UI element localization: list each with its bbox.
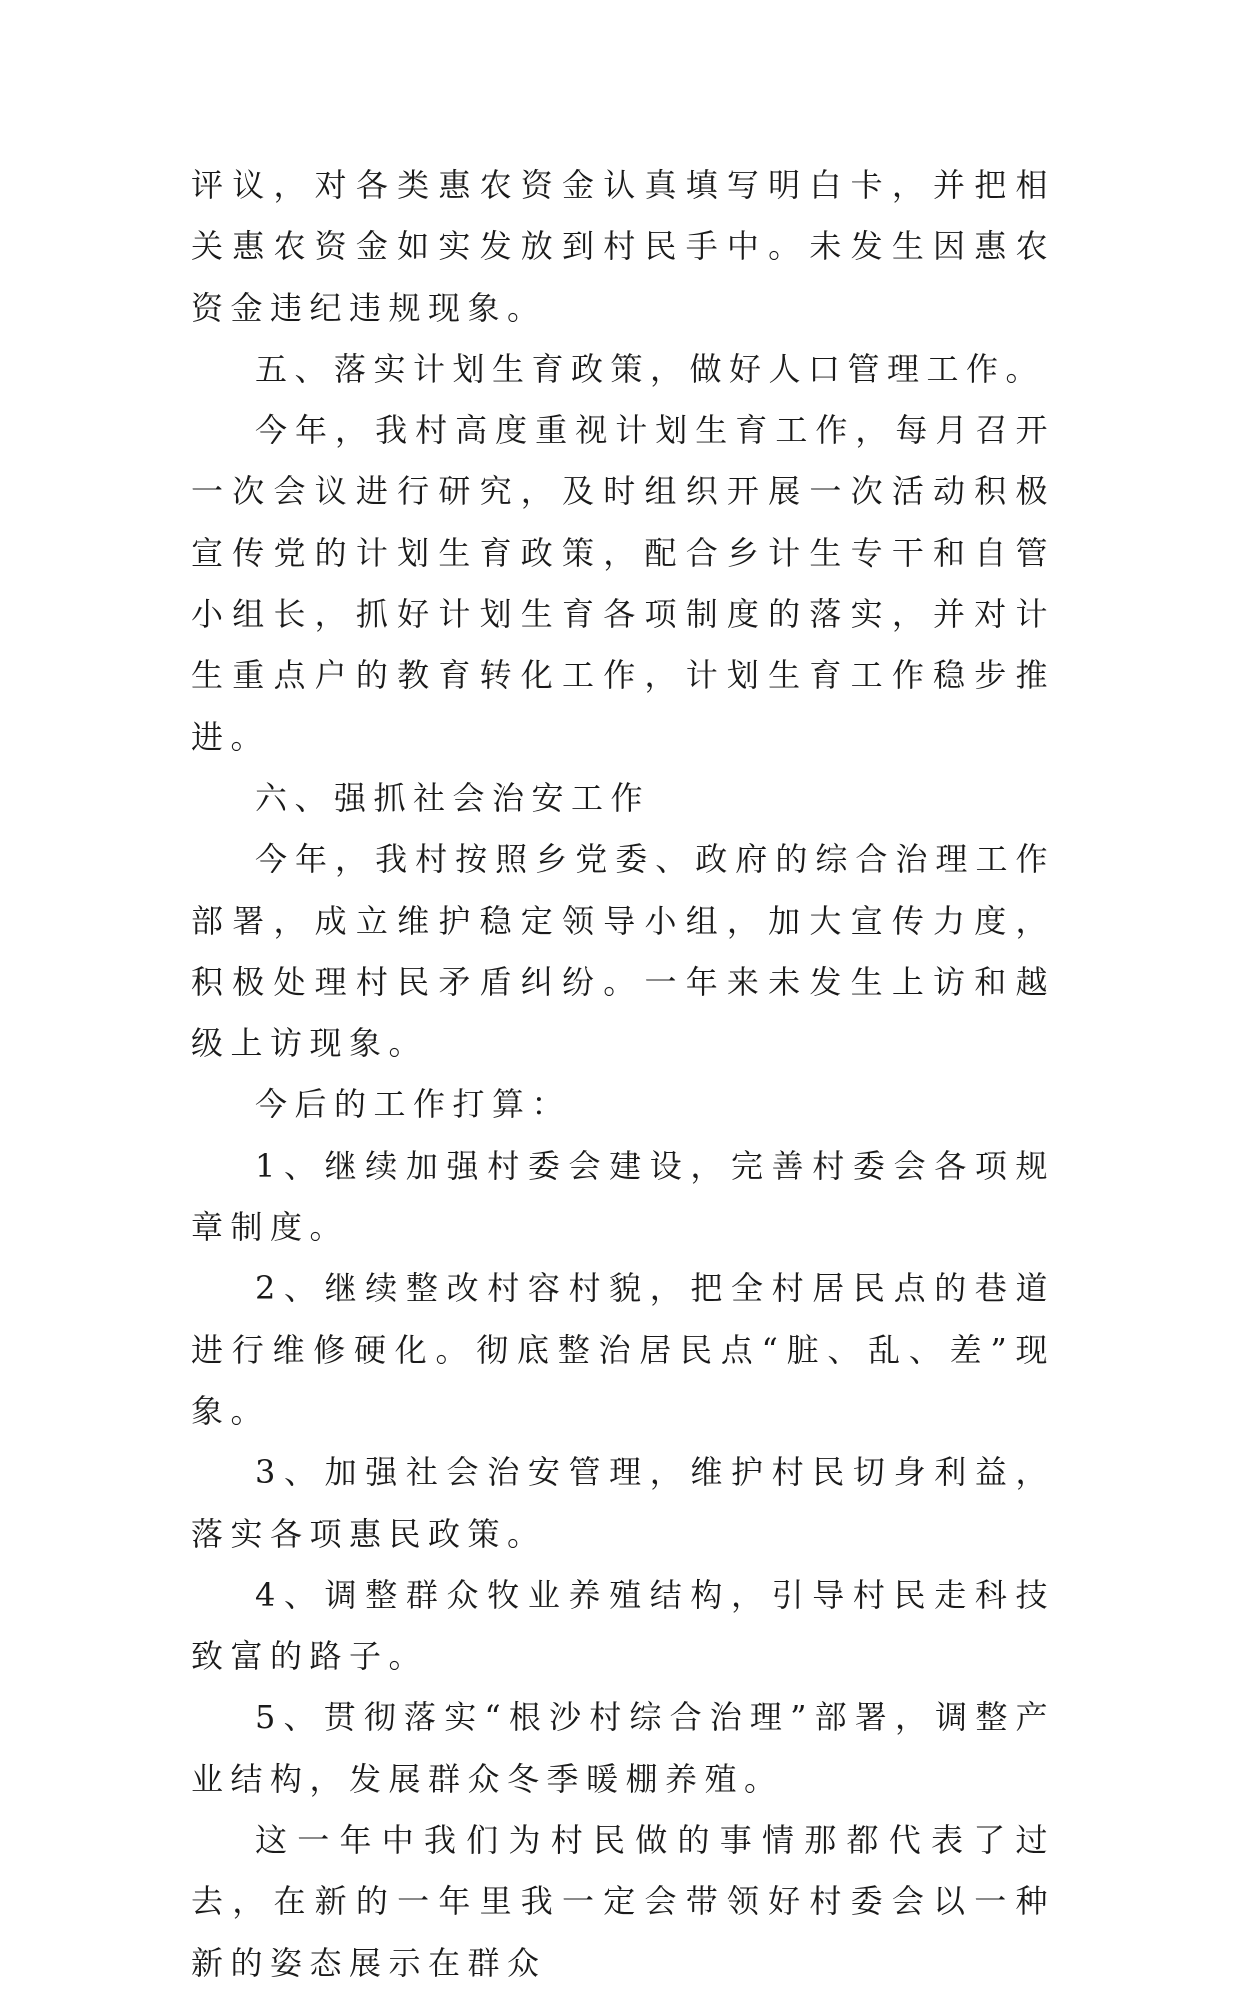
paragraph-subsidy-continued: 评议，对各类惠农资金认真填写明白卡，并把相关惠农资金如实发放到村民手中。未发生因惠农资金违纪违规现象。 [191,166,1055,327]
heading-public-security: 六、强抓社会治安工作 [255,778,651,817]
document-body [191,155,1055,1994]
plan-item-4: 4、调整群众牧业养殖结构，引导村民走科技致富的路子。 [191,1575,1055,1676]
plan-item-5: 5、贯彻落实“根沙村综合治理”部署，调整产业结构，发展群众冬季暖棚养殖。 [191,1698,1055,1798]
heading-future-plans: 今后的工作打算： [255,1085,572,1124]
paragraph-family-planning: 今年，我村高度重视计划生育工作，每月召开一次会议进行研究，及时组织开展一次活动积极宣传党的计划生育政策，配合乡计生专干和自管小组长，抓好计划生育各项制度的落实，并对计生重点户的教育转化工作，计划生育工作稳步推进。 [191,411,1055,756]
paragraph-public-security: 今年，我村按照乡党委、政府的综合治理工作部署，成立维护稳定领导小组，加大宣传力度，积极处理村民矛盾纠纷。一年来未发生上访和越级上访现象。 [191,840,1055,1063]
paragraph-closing: 这一年中我们为村民做的事情那都代表了过去，在新的一年里我一定会带领好村委会以一种新的姿态展示在群众 [191,1821,1055,1982]
plan-item-1: 1、继续加强村委会建设，完善村委会各项规章制度。 [191,1146,1055,1247]
plan-item-3: 3、加强社会治安管理，维护村民切身利益，落实各项惠民政策。 [191,1453,1055,1553]
heading-family-planning: 五、落实计划生育政策，做好人口管理工作。 [255,349,1046,388]
plan-item-2: 2、继续整改村容村貌，把全村居民点的巷道进行维修硬化。彻底整治居民点“脏、乱、差”现象。 [191,1269,1055,1430]
